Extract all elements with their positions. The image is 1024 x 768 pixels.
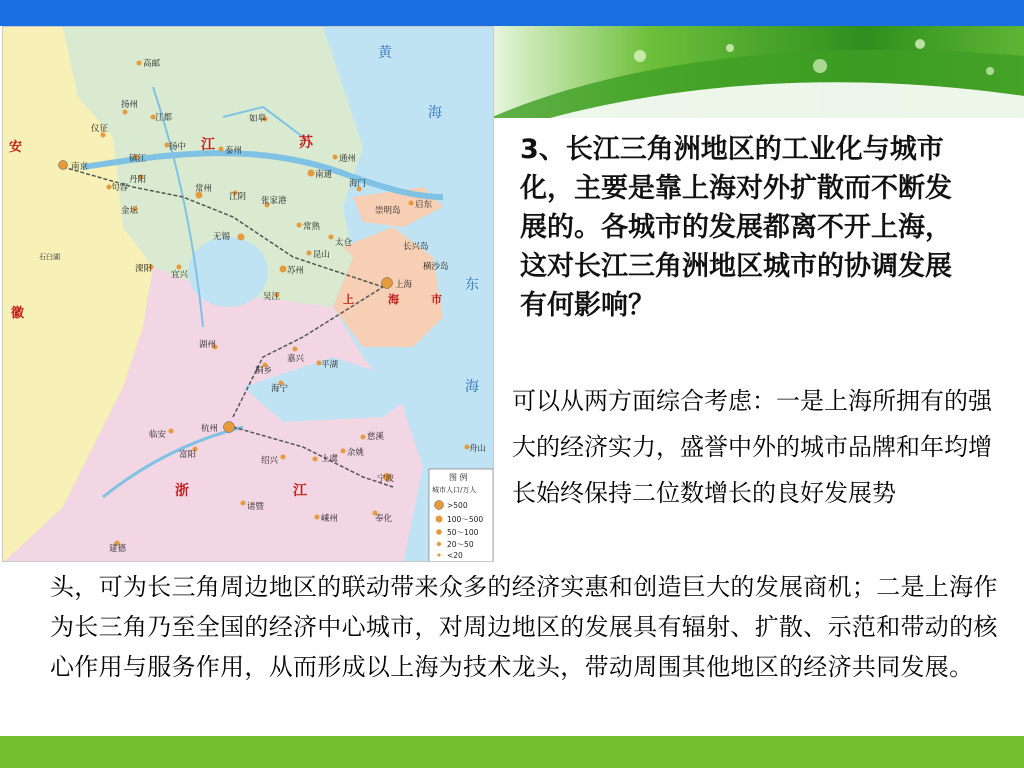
answer-text-part2: 头，可为长三角周边地区的联动带来众多的经济实惠和创造巨大的发展商机；二是上海作为长三角乃至全国的经济中心城市，对周边地区的发展具有辐射、扩散、示范和带动的核心作用与服务作用，从而形成以上海为技术龙头，带动周围其他地区的经济共同发展。 (50, 573, 998, 681)
map-city-label: 高邮 (143, 59, 161, 69)
map-city-label: 苏州 (287, 266, 305, 276)
map-city-label: 嵊州 (321, 514, 339, 524)
map-sea-label: 海 (428, 105, 442, 121)
legend-title: 图 例 (449, 473, 468, 482)
map-city-label: 江都 (155, 113, 173, 123)
map-city-label: 崇明岛 (375, 206, 401, 216)
map-city-label: 海门 (349, 179, 367, 189)
map-province-label: 徽 (11, 306, 25, 321)
map-city-label: 石臼湖 (39, 253, 60, 261)
map-city-label: 泰州 (225, 146, 243, 156)
map-city-label: 宜兴 (171, 270, 189, 280)
map-city-label: 桐乡 (255, 366, 273, 376)
map-province-label: 苏 (299, 135, 313, 151)
legend-item: 20～50 (447, 540, 474, 549)
map-province-label: 江 (293, 483, 307, 499)
map-city-label: 常熟 (303, 222, 321, 232)
map-city-label: 扬州 (121, 100, 139, 110)
legend-item: >500 (447, 501, 468, 510)
map-province-label: 浙 (175, 483, 189, 499)
map-city-label: 上海 (395, 280, 413, 290)
map-city-label: 奉化 (375, 514, 393, 524)
bottom-accent-bar (0, 736, 1024, 768)
map-city-label: 溧阳 (135, 264, 153, 274)
map-city-label: 舟山 (469, 444, 487, 454)
map-city-label: 嘉兴 (287, 354, 305, 364)
map-city-label: 富阳 (179, 450, 197, 460)
map-city-label: 太仓 (335, 238, 353, 248)
map-city-label: 临安 (149, 430, 167, 440)
map-city-label: 通州 (339, 154, 357, 164)
yangtze-delta-map (2, 26, 494, 562)
map-city-label: 仪征 (91, 124, 109, 134)
map-city-label: 平湖 (321, 360, 339, 370)
answer-text-part1: 可以从两方面综合考虑：一是上海所拥有的强大的经济实力，盛誉中外的城市品牌和年均增长始终保持二位数增长的良好发展势 (512, 387, 992, 507)
map-city-label: 海宁 (271, 384, 289, 394)
map-city-label: 绍兴 (261, 456, 279, 466)
map-province-label: 市 (431, 293, 442, 306)
map-city-label: 上虞 (321, 454, 339, 464)
legend-item: <20 (447, 551, 463, 560)
map-city-label: 横沙岛 (423, 262, 449, 272)
map-city-label: 启东 (415, 200, 433, 210)
map-city-label: 金坛 (121, 206, 139, 216)
map-province-label: 江 (201, 137, 215, 153)
map-city-label: 慈溪 (367, 432, 385, 442)
map-city-label: 余姚 (347, 448, 365, 458)
map-city-label: 湖州 (199, 340, 217, 350)
legend-item: 50～100 (447, 528, 479, 537)
leaf-photo (490, 26, 1024, 118)
map-province-label: 海 (388, 293, 399, 306)
map-city-label: 南通 (315, 170, 333, 180)
map-city-label: 昆山 (313, 250, 331, 260)
map-city-label: 常州 (195, 184, 213, 194)
map-sea-label: 黄 (378, 45, 392, 61)
question-text: 3、长江三角洲地区的工业化与城市化，主要是靠上海对外扩散而不断发展的。各城市的发展都离不开上海，这对长江三角洲地区城市的协调发展有何影响？ (520, 134, 952, 321)
map-city-label: 句容 (111, 183, 129, 193)
map-sea-label: 海 (465, 379, 479, 395)
map-city-label: 张家港 (261, 196, 287, 206)
map-province-label: 安 (9, 140, 23, 155)
map-city-label: 杭州 (201, 424, 219, 434)
map-city-label: 诸暨 (247, 502, 265, 512)
map-city-label: 无锡 (213, 232, 231, 242)
map-legend (429, 469, 493, 562)
legend-subtitle: 城市人口/万人 (432, 486, 477, 494)
map-city-label: 宁波 (377, 474, 395, 484)
map-city-label: 扬中 (169, 142, 187, 152)
map-city-label: 吴江 (263, 292, 281, 302)
map-province-label: 上 (343, 293, 354, 306)
map-city-label: 建德 (109, 544, 127, 554)
map-city-label: 南京 (71, 162, 89, 172)
top-accent-bar (0, 0, 1024, 26)
map-city-label: 镇江 (129, 154, 147, 164)
map-city-label: 长兴岛 (403, 242, 429, 252)
map-sea-label: 东 (465, 277, 479, 293)
map-city-label: 丹阳 (129, 175, 147, 185)
legend-item: 100～500 (447, 515, 484, 524)
map-city-label: 如皋 (249, 114, 267, 124)
map-city-label: 江阴 (229, 192, 247, 202)
